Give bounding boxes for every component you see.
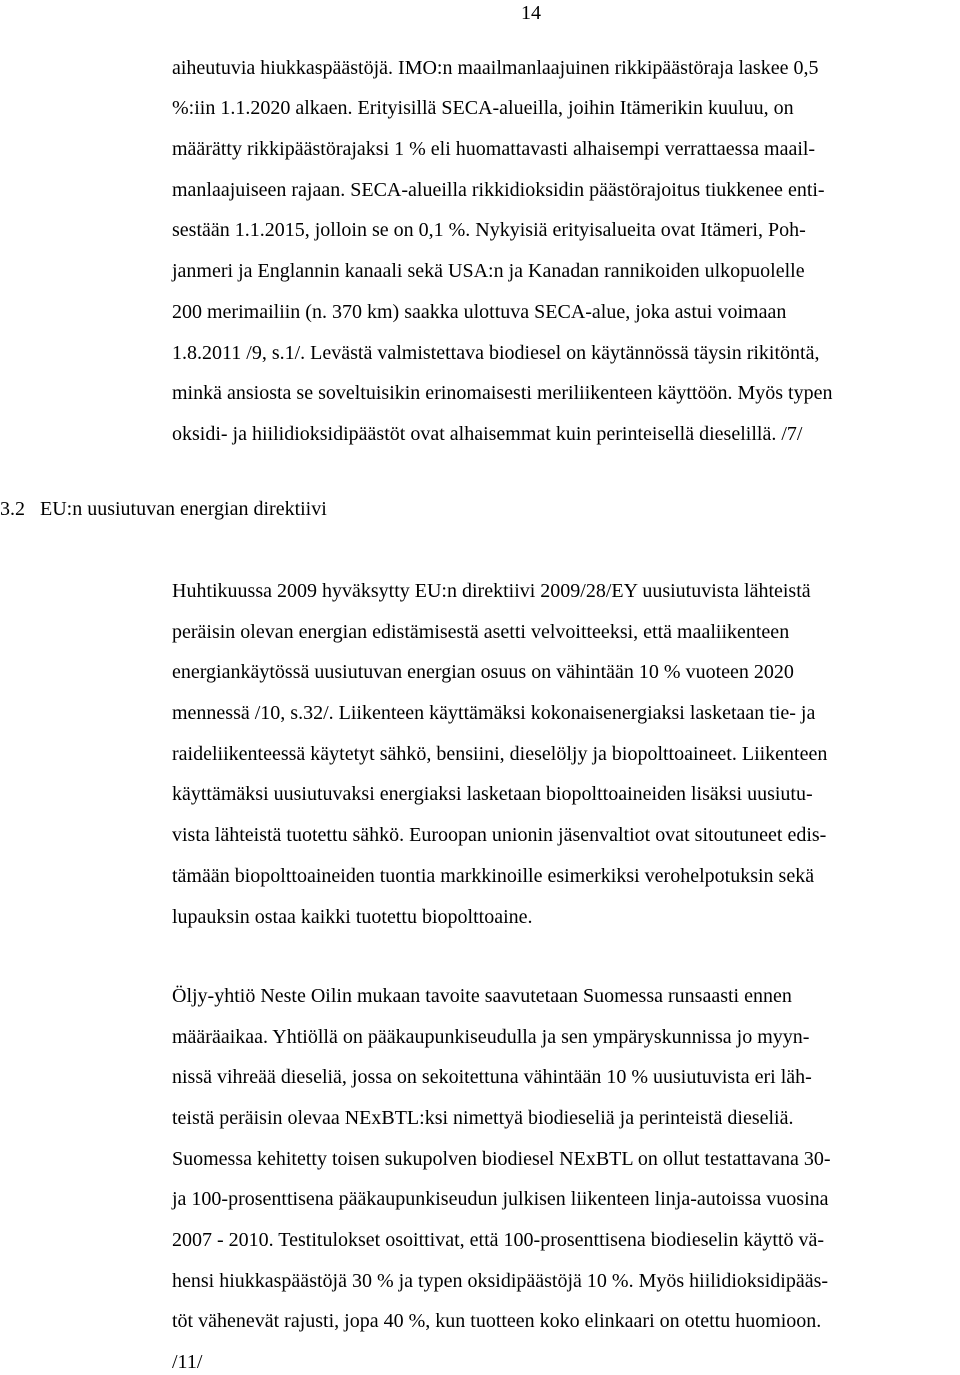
text-line: lupauksin ostaa kaikki tuotettu biopolttoaine.	[172, 906, 533, 928]
section-heading	[0, 496, 327, 522]
text-line: %:iin 1.1.2020 alkaen. Erityisillä SECA-alueilla, joihin Itämerikin kuuluu, on	[172, 97, 794, 119]
text-line: käyttämäksi uusiutuvaksi energiaksi lasketaan biopolttoaineiden lisäksi uusiutu-	[172, 783, 813, 805]
text-line: 2007 - 2010. Testitulokset osoittivat, että 100-prosenttisena biodieselin käyttö vä-	[172, 1229, 825, 1251]
text-line: vista lähteistä tuotettu sähkö. Euroopan unionin jäsenvaltiot ovat sitoutuneet edis-	[172, 824, 827, 846]
text-line: raideliikenteessä käytetyt sähkö, bensiini, dieselöljy ja biopolttoaineet. Liikenteen	[172, 743, 828, 765]
text-line: tämään biopolttoaineiden tuontia markkinoille esimerkiksi verohelpotuksin sekä	[172, 865, 815, 887]
text-line: peräisin olevan energian edistämisestä asetti velvoitteeksi, että maaliikenteen	[172, 621, 790, 643]
text-line: oksidi- ja hiilidioksidipäästöt ovat alhaisemmat kuin perinteisellä dieselillä. /7/	[172, 423, 803, 445]
section-title: EU:n uusiutuvan energian direktiivi	[40, 498, 327, 520]
text-line: Huhtikuussa 2009 hyväksytty EU:n direktiivi 2009/28/EY uusiutuvista lähteistä	[172, 580, 811, 602]
text-line: nissä vihreää dieseliä, jossa on sekoitettuna vähintään 10 % uusiutuvista eri läh-	[172, 1066, 812, 1088]
text-line: /11/	[172, 1351, 203, 1373]
text-line: aiheutuvia hiukkaspäästöjä. IMO:n maailmanlaajuinen rikkipäästöraja laskee 0,5	[172, 57, 819, 79]
text-line: sestään 1.1.2015, jolloin se on 0,1 %. Nykyisiä erityisalueita ovat Itämeri, Poh-	[172, 219, 806, 241]
text-line: töt vähenevät rajusti, jopa 40 %, kun tuotteen koko elinkaari on otettu huomioon.	[172, 1310, 822, 1332]
text-line: 200 merimailiin (n. 370 km) saakka ulottuva SECA-alue, joka astui voimaan	[172, 301, 787, 323]
text-line: manlaajuiseen rajaan. SECA-alueilla rikkidioksidin päästörajoitus tiukkenee enti-	[172, 179, 825, 201]
text-line: minkä ansiosta se soveltuisikin erinomaisesti meriliikenteen käyttöön. Myös typen	[172, 382, 833, 404]
text-line: teistä peräisin olevaa NExBTL:ksi nimettyä biodieseliä ja perinteistä dieseliä.	[172, 1107, 794, 1129]
text-line: määräaikaa. Yhtiöllä on pääkaupunkiseudulla ja sen ympäryskunnissa jo myyn-	[172, 1026, 810, 1048]
section-number: 3.2	[0, 498, 25, 520]
text-line: 1.8.2011 /9, s.1/. Levästä valmistettava biodiesel on käytännössä täysin rikitöntä,	[172, 342, 820, 364]
text-line: energiankäytössä uusiutuvan energian osuus on vähintään 10 % vuoteen 2020	[172, 661, 794, 683]
text-line: ja 100-prosenttisena pääkaupunkiseudun julkisen liikenteen linja-autoissa vuosina	[172, 1188, 829, 1210]
text-line: määrätty rikkipäästörajaksi 1 % eli huomattavasti alhaisempi verrattaessa maail-	[172, 138, 816, 160]
text-line: Öljy-yhtiö Neste Oilin mukaan tavoite saavutetaan Suomessa runsaasti ennen	[172, 985, 792, 1007]
text-line: hensi hiukkaspäästöjä 30 % ja typen oksidipäästöjä 10 %. Myös hiilidioksidipääs-	[172, 1270, 829, 1292]
page-number: 14	[521, 2, 541, 24]
text-line: janmeri ja Englannin kanaali sekä USA:n ja Kanadan rannikoiden ulkopuolelle	[172, 260, 805, 282]
text-line: mennessä /10, s.32/. Liikenteen käyttämäksi kokonaisenergiaksi lasketaan tie- ja	[172, 702, 816, 724]
text-line: Suomessa kehitetty toisen sukupolven biodiesel NExBTL on ollut testattavana 30-	[172, 1148, 831, 1170]
